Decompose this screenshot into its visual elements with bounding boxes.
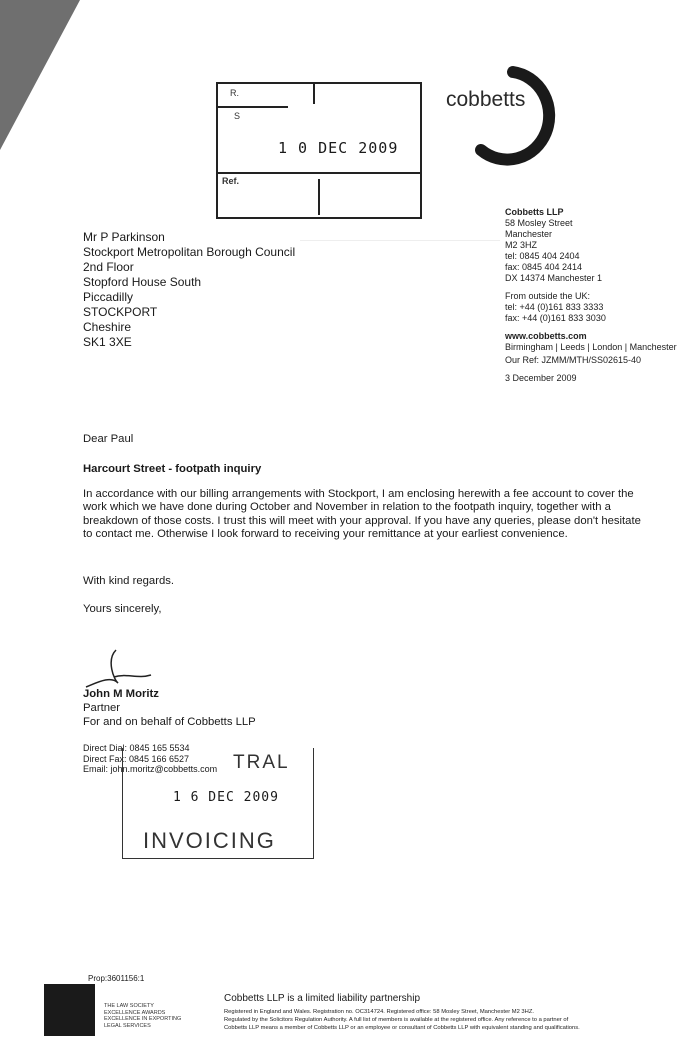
stamp-text-bottom: INVOICING xyxy=(143,828,276,853)
sender-line: M2 3HZ xyxy=(505,240,538,250)
footer-legal-line: Registered in England and Wales. Registration no. OC314724. Registered office: 58 Mosley Street, Manchester M2 3HZ. xyxy=(224,1009,534,1015)
closing-regards: With kind regards. xyxy=(83,575,175,587)
law-society-badge xyxy=(44,984,95,1036)
footer-legal-line: Cobbetts LLP means a member of Cobbetts LLP or an employee or consultant of Cobbetts LLP with equivalent standing and qualifications. xyxy=(224,1025,580,1031)
direct-fax: Direct Fax: 0845 166 6527 xyxy=(83,753,190,764)
stamp-text-top: TRAL xyxy=(233,752,290,773)
salutation: Dear Paul xyxy=(83,433,134,445)
letter-subject: Harcourt Street - footpath inquiry xyxy=(83,463,262,475)
our-reference: Our Ref: JZMM/MTH/SS02615-40 xyxy=(505,355,642,365)
sender-offices: Birmingham | Leeds | London | Manchester xyxy=(505,342,677,352)
law-society-award-text xyxy=(104,1003,181,1029)
award-line: EXCELLENCE IN EXPORTING xyxy=(104,1016,182,1022)
award-line: LEGAL SERVICES xyxy=(104,1022,151,1029)
sender-line: tel: 0845 404 2404 xyxy=(505,251,580,261)
address-line: STOCKPORT xyxy=(83,305,158,319)
central-invoicing-stamp xyxy=(122,748,314,859)
award-line: EXCELLENCE AWARDS xyxy=(104,1009,166,1016)
stamp-date: 1 6 DEC 2009 xyxy=(173,790,279,805)
signer-behalf: For and on behalf of Cobbetts LLP xyxy=(83,716,256,728)
stamp-rule xyxy=(218,172,420,174)
stamp-ref-label: Ref. xyxy=(222,176,240,186)
company-logo: cobbetts xyxy=(446,88,526,111)
contact-email[interactable]: Email: john.moritz@cobbetts.com xyxy=(83,764,218,774)
bleed-through-marks xyxy=(300,240,500,361)
address-line: 2nd Floor xyxy=(83,260,134,274)
sender-name: Cobbetts LLP xyxy=(505,207,564,217)
footer-legal-line: Regulated by the Solicitors Regulation Authority. A full list of members is available at the registered office. Any reference to a partner of xyxy=(224,1017,569,1023)
address-line: Cheshire xyxy=(83,320,132,334)
address-line: Stopford House South xyxy=(83,275,202,289)
signer-name: John M Moritz xyxy=(83,688,159,700)
stamp-date: 1 0 DEC 2009 xyxy=(278,139,399,157)
footer-legal xyxy=(224,1008,684,1032)
sender-line: fax: 0845 404 2414 xyxy=(505,262,583,272)
sender-website[interactable]: www.cobbetts.com xyxy=(505,331,587,341)
stamp-rule xyxy=(218,106,288,108)
handwritten-signature xyxy=(76,645,156,690)
letter-date: 3 December 2009 xyxy=(505,373,577,383)
stamp-label-r: R. xyxy=(230,88,239,98)
property-reference: Prop:3601156:1 xyxy=(88,974,145,983)
footer-title: Cobbetts LLP is a limited liability partnership xyxy=(224,993,421,1004)
sender-line: Manchester xyxy=(505,229,553,239)
letter-paragraph: In accordance with our billing arrangements with Stockport, I am enclosing herewith a fee account to cover the work which we have done during October and November in relation to the footpath inquiry, together with a breakdown of those costs. I trust this will meet with your approval. If you have any queries, please don't hesitate to contact me. Otherwise I look forward to receiving your remittance at your earliest convenience. xyxy=(83,488,641,541)
cobbetts-logo-ring xyxy=(473,62,563,170)
scanned-page-corner xyxy=(0,0,80,150)
award-line: THE LAW SOCIETY xyxy=(104,1003,154,1009)
received-stamp xyxy=(216,82,422,219)
sender-outside-label: From outside the UK: xyxy=(505,291,591,301)
closing-sincerely: Yours sincerely, xyxy=(83,603,162,615)
signer-title: Partner xyxy=(83,702,121,714)
stamp-rule xyxy=(313,84,315,104)
sender-line: fax: +44 (0)161 833 3030 xyxy=(505,313,606,323)
recipient-address xyxy=(83,230,295,350)
direct-dial: Direct Dial: 0845 165 5534 xyxy=(83,743,190,753)
stamp-rule xyxy=(318,179,320,215)
stamp-label-s: S xyxy=(234,111,241,121)
address-line: Mr P Parkinson xyxy=(83,230,165,244)
sender-line: 58 Mosley Street xyxy=(505,218,573,228)
sender-line: tel: +44 (0)161 833 3333 xyxy=(505,302,604,312)
sender-block xyxy=(505,207,677,384)
address-line: SK1 3XE xyxy=(83,335,132,349)
address-line: Piccadilly xyxy=(83,290,134,304)
address-line: Stockport Metropolitan Borough Council xyxy=(83,245,296,259)
sender-line: DX 14374 Manchester 1 xyxy=(505,273,603,283)
